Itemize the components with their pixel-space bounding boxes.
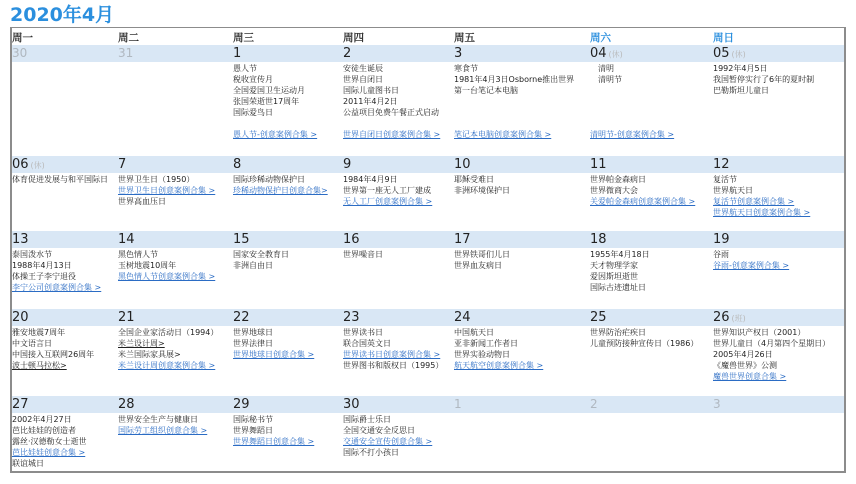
- day-number-text: 05: [713, 46, 730, 61]
- weekday-header: 周二: [118, 32, 139, 44]
- event-text: 1992年4月5日: [713, 64, 768, 73]
- event-list: [590, 327, 698, 349]
- weekday-header: 周四: [343, 32, 364, 44]
- day-number-text: 1: [454, 397, 462, 411]
- day-number-text: 12: [713, 157, 730, 172]
- day-number-text: 17: [454, 232, 471, 247]
- day-number: [343, 309, 360, 326]
- event-text: 国际儿童图书日: [343, 86, 399, 95]
- day-number-text: 11: [590, 157, 607, 172]
- day-number-text: 20: [12, 310, 29, 325]
- event-text: 体育促进发展与和平国际日: [12, 175, 108, 184]
- day-number-text: 28: [118, 397, 135, 412]
- event-text: 儿童预防接种宣传日（1986）: [590, 339, 699, 348]
- event-text: 世界高血压日: [118, 197, 166, 206]
- day-number-text: 23: [343, 310, 360, 325]
- event-text: 世界铁哥们儿日: [454, 250, 510, 259]
- day-number-text: 04: [590, 46, 607, 61]
- event-text: 露丝·汉德勒女士逝世: [12, 437, 87, 446]
- event-text: 爱因斯坦逝世: [590, 272, 638, 281]
- event-text: 国际不打小孩日: [343, 448, 399, 457]
- day-number: [454, 396, 462, 413]
- event-text: 国际珍稀动物保护日: [233, 175, 305, 184]
- case-collection-link[interactable]: 世界读书日创意案例合集 >: [343, 350, 441, 359]
- week-row: [12, 309, 844, 396]
- day-cell[interactable]: [713, 231, 844, 309]
- week-row: [12, 156, 844, 231]
- day-number: [343, 156, 351, 173]
- day-number: [713, 156, 730, 173]
- event-list: [454, 249, 510, 271]
- day-cell[interactable]: [590, 231, 713, 309]
- day-number: [454, 156, 471, 173]
- day-number-text: 10: [454, 157, 471, 172]
- event-text: 1981年4月3日Osborne推出世界: [454, 75, 575, 84]
- day-number-text: 31: [118, 46, 134, 60]
- event-text: 体操王子李宁退役: [12, 272, 76, 281]
- event-text: 泰国泼水节: [12, 250, 52, 259]
- day-cell[interactable]: [118, 45, 233, 156]
- day-cell[interactable]: [454, 231, 590, 309]
- case-collection-link[interactable]: 无人工厂创意案例合集 >: [343, 197, 433, 206]
- day-cell[interactable]: [454, 156, 590, 231]
- event-list: [233, 174, 328, 196]
- event-text: 世界血友病日: [454, 261, 502, 270]
- event-text: 非洲环境保护日: [454, 186, 510, 195]
- day-cell[interactable]: [590, 45, 713, 156]
- holiday-tag: (休): [30, 161, 45, 170]
- event-list: [343, 327, 443, 371]
- event-list: [118, 249, 215, 282]
- event-text: 黑色情人节: [118, 250, 158, 259]
- event-list: [233, 327, 314, 360]
- event-text: 世界航天日: [713, 186, 753, 195]
- day-number: [590, 309, 607, 326]
- event-text: 1984年4月9日: [343, 175, 398, 184]
- day-number: [12, 45, 27, 62]
- weekday-header: 周一: [12, 32, 33, 44]
- event-list: [118, 174, 215, 207]
- day-number-text: 13: [12, 232, 29, 247]
- event-list: [343, 249, 383, 260]
- day-cell[interactable]: [713, 309, 844, 396]
- event-list: [713, 63, 814, 96]
- event-text: 国家安全教育日: [233, 250, 289, 259]
- weekday-header: 周日: [713, 32, 734, 44]
- day-cell[interactable]: [233, 156, 343, 231]
- day-cell[interactable]: [454, 45, 590, 156]
- event-text: 全国企业家活动日（1994）: [118, 328, 219, 337]
- day-cell[interactable]: [590, 156, 713, 231]
- event-text: 玉树地震10周年: [118, 261, 177, 270]
- day-cell[interactable]: [590, 309, 713, 396]
- event-link[interactable]: 波士顿马拉松>: [12, 361, 67, 370]
- spacer: [343, 118, 440, 129]
- day-number-text: 14: [118, 232, 135, 247]
- event-list: [590, 249, 650, 293]
- day-cell[interactable]: [343, 45, 454, 156]
- day-number-text: 9: [343, 157, 352, 172]
- day-number: [233, 156, 241, 173]
- weekday-header: 周五: [454, 32, 475, 44]
- holiday-tag: (休): [731, 50, 746, 59]
- weekday-header: 周六: [590, 32, 611, 44]
- day-number: [713, 231, 730, 248]
- day-cell[interactable]: [12, 396, 118, 472]
- event-text: 世界法律日: [233, 339, 273, 348]
- holiday-tag: (休): [608, 50, 623, 59]
- day-number-text: 3: [454, 46, 463, 61]
- day-cell[interactable]: [233, 396, 343, 472]
- case-collection-link[interactable]: 航天航空创意案例合集 >: [454, 361, 544, 370]
- day-cell[interactable]: [233, 309, 343, 396]
- event-list: [713, 249, 789, 271]
- day-number-text: 25: [590, 310, 607, 325]
- event-list: [118, 327, 218, 371]
- day-number-text: 26: [713, 310, 730, 325]
- event-text: 世界舞蹈日: [233, 426, 273, 435]
- event-text: 1955年4月18日: [590, 250, 650, 259]
- event-list: [118, 414, 207, 436]
- day-number: [233, 45, 241, 62]
- event-text: 米兰国际家具展>: [118, 350, 181, 359]
- event-text: 耶稣受难日: [454, 175, 494, 184]
- day-number: [590, 231, 607, 248]
- case-collection-link[interactable]: 世界卫生日创意案例合集 >: [118, 186, 216, 195]
- day-number: [118, 396, 135, 413]
- day-cell[interactable]: [343, 396, 454, 472]
- day-cell[interactable]: [713, 396, 844, 472]
- event-text: 世界读书日: [343, 328, 383, 337]
- day-number-text: 30: [343, 397, 360, 412]
- day-number: [590, 156, 607, 173]
- event-text: 非洲自由日: [233, 261, 273, 270]
- event-list: [12, 327, 94, 371]
- day-number: [454, 45, 462, 62]
- weekday-header: 周三: [233, 32, 254, 44]
- day-cell[interactable]: [12, 231, 118, 309]
- spacer: [590, 85, 674, 96]
- day-cell[interactable]: [713, 156, 844, 231]
- case-collection-link[interactable]: 复活节创意案例合集 >: [713, 197, 795, 206]
- case-collection-link[interactable]: 愚人节-创意案例合集 >: [233, 130, 318, 139]
- day-number: [343, 231, 360, 248]
- event-text: 国际秘书节: [233, 415, 273, 424]
- event-text: 国际古迹遗址日: [590, 283, 646, 292]
- event-text: 亚非新闻工作者日: [454, 339, 518, 348]
- event-text: 世界防治疟疾日: [590, 328, 646, 337]
- spacer: [454, 118, 574, 129]
- spacer: [454, 96, 574, 107]
- event-text: 谷雨: [713, 250, 729, 259]
- case-collection-link[interactable]: 国际劳工组织创意合集 >: [118, 426, 208, 435]
- event-text: 税收宣传月: [233, 75, 273, 84]
- event-list: [343, 414, 432, 458]
- event-text: 清明: [598, 64, 614, 73]
- calendar-grid: [10, 27, 846, 473]
- event-text: 全国爱国卫生运动月: [233, 86, 305, 95]
- day-cell[interactable]: [12, 309, 118, 396]
- event-text: 中文语言日: [12, 339, 52, 348]
- day-number: [233, 396, 250, 413]
- event-text: 安徒生诞辰: [343, 64, 383, 73]
- day-cell[interactable]: [343, 309, 454, 396]
- event-list: [12, 249, 101, 293]
- event-text: 国际爱鸟日: [233, 108, 273, 117]
- day-number: [590, 45, 623, 62]
- day-cell[interactable]: [454, 396, 590, 472]
- day-number: [454, 231, 471, 248]
- case-collection-link[interactable]: 交通安全宣传创意合集 >: [343, 437, 433, 446]
- spacer: [454, 107, 574, 118]
- day-cell[interactable]: [713, 45, 844, 156]
- event-text: 1988年4月13日: [12, 261, 72, 270]
- day-number-text: 06: [12, 157, 29, 172]
- spacer: [590, 107, 674, 118]
- day-cell[interactable]: [118, 231, 233, 309]
- event-text: 芭比娃娃的创造者: [12, 426, 76, 435]
- week-row: [12, 396, 844, 472]
- holiday-tag: (班): [731, 314, 746, 323]
- day-number-text: 1: [233, 46, 242, 61]
- day-cell[interactable]: [343, 231, 454, 309]
- event-text: 天才物理学家: [590, 261, 638, 270]
- event-text: 《魔兽世界》公测: [713, 361, 777, 370]
- event-text: 世界儿童日（4月第四个星期日）: [713, 339, 831, 348]
- day-cell[interactable]: [590, 396, 713, 472]
- event-list: [12, 174, 108, 185]
- day-number-text: 22: [233, 310, 250, 325]
- case-collection-link[interactable]: 世界地球日创意合集 >: [233, 350, 315, 359]
- event-text: 复活节: [713, 175, 737, 184]
- event-text: 寒食节: [454, 64, 478, 73]
- case-collection-link[interactable]: 清明节-创意案例合集 >: [590, 130, 675, 139]
- week-row: [12, 231, 844, 309]
- case-collection-link[interactable]: 世界航天日创意案例合集 >: [713, 208, 811, 217]
- spacer: [590, 96, 674, 107]
- day-cell[interactable]: [233, 45, 343, 156]
- event-list: [713, 174, 810, 218]
- event-text: 世界安全生产与健康日: [118, 415, 198, 424]
- event-list: [590, 174, 695, 207]
- event-link[interactable]: 米兰设计周>: [118, 339, 165, 348]
- event-text: 世界地球日: [233, 328, 273, 337]
- event-list: [12, 414, 87, 469]
- case-collection-link[interactable]: 米兰设计周创意案例合集 >: [118, 361, 216, 370]
- day-number-text: 3: [713, 397, 721, 411]
- day-cell[interactable]: [343, 156, 454, 231]
- event-text: 清明节: [598, 75, 622, 84]
- day-cell[interactable]: [118, 156, 233, 231]
- event-text: 中国航天日: [454, 328, 494, 337]
- day-number: [118, 45, 133, 62]
- event-text: 2011年4月2日: [343, 97, 398, 106]
- event-list: [454, 63, 574, 140]
- spacer: [233, 118, 317, 129]
- event-text: 公益项目免费午餐正式启动: [343, 108, 439, 117]
- day-number: [713, 396, 721, 413]
- day-cell[interactable]: [233, 231, 343, 309]
- event-list: [343, 174, 432, 207]
- day-number-text: 8: [233, 157, 242, 172]
- event-text: 世界自闭日: [343, 75, 383, 84]
- day-cell[interactable]: [12, 45, 118, 156]
- event-text: 2005年4月26日: [713, 350, 773, 359]
- event-text: 2002年4月27日: [12, 415, 72, 424]
- day-number-text: 16: [343, 232, 360, 247]
- event-text: 愚人节: [233, 64, 257, 73]
- event-list: [454, 327, 543, 371]
- day-cell[interactable]: [118, 396, 233, 472]
- event-text: 世界微商大会: [590, 186, 638, 195]
- event-text: 联合国英文日: [343, 339, 391, 348]
- day-number: [454, 309, 471, 326]
- day-number-text: 2: [343, 46, 352, 61]
- event-text: 我国暂停实行了6年的夏时制: [713, 75, 815, 84]
- case-collection-link[interactable]: 世界舞蹈日创意合集 >: [233, 437, 315, 446]
- event-text: 中国接入互联网26周年: [12, 350, 95, 359]
- day-cell[interactable]: [12, 156, 118, 231]
- case-collection-link[interactable]: 珍稀动物保护日创意合集>: [233, 186, 328, 195]
- day-number: [343, 396, 360, 413]
- event-text: 世界噪音日: [343, 250, 383, 259]
- event-list: [713, 327, 830, 382]
- event-text: 世界知识产权日（2001）: [713, 328, 806, 337]
- day-number-text: 24: [454, 310, 471, 325]
- day-number: [12, 231, 29, 248]
- event-text: 联谊城日: [12, 459, 44, 468]
- event-text: 国际爵士乐日: [343, 415, 391, 424]
- case-collection-link[interactable]: 黑色情人节创意案例合集 >: [118, 272, 216, 281]
- event-text: 世界卫生日（1950）: [118, 175, 195, 184]
- event-text: 世界实验动物日: [454, 350, 510, 359]
- day-number: [233, 309, 250, 326]
- day-number: [713, 309, 746, 326]
- week-row: [12, 45, 844, 156]
- event-list: [233, 63, 317, 140]
- day-number-text: 30: [12, 46, 28, 60]
- case-collection-link[interactable]: 芭比娃娃创意合集 >: [12, 448, 86, 457]
- day-number-text: 7: [118, 157, 127, 172]
- event-text: 世界图书和版权日（1995）: [343, 361, 444, 370]
- day-number-text: 18: [590, 232, 607, 247]
- case-collection-link[interactable]: 魔兽世界创意合集 >: [713, 372, 787, 381]
- event-text: 全国交通安全反思日: [343, 426, 415, 435]
- day-number: [343, 45, 351, 62]
- day-number: [118, 309, 135, 326]
- day-number: [118, 156, 126, 173]
- day-cell[interactable]: [454, 309, 590, 396]
- event-list: [590, 63, 674, 140]
- day-number: [590, 396, 598, 413]
- event-list: [454, 174, 510, 196]
- day-number-text: 21: [118, 310, 135, 325]
- case-collection-link[interactable]: 李宁公司创意案例合集 >: [12, 283, 102, 292]
- day-number: [233, 231, 250, 248]
- case-collection-link[interactable]: 世界自闭日创意案例合集 >: [343, 130, 441, 139]
- event-text: 巴勒斯坦儿童日: [713, 86, 769, 95]
- event-list: [233, 414, 314, 447]
- case-collection-link[interactable]: 关爱帕金森病创意案例合集 >: [590, 197, 696, 206]
- event-text: 世界第一座无人工厂建成: [343, 186, 431, 195]
- day-number-text: 2: [590, 397, 598, 411]
- day-number-text: 19: [713, 232, 730, 247]
- case-collection-link[interactable]: 笔记本电脑创意案例合集 >: [454, 130, 552, 139]
- case-collection-link[interactable]: 谷雨-创意案例合集 >: [713, 261, 790, 270]
- event-list: [233, 249, 289, 271]
- day-number-text: 15: [233, 232, 250, 247]
- day-cell[interactable]: [118, 309, 233, 396]
- day-number: [118, 231, 135, 248]
- event-list: [343, 63, 440, 140]
- day-number: [713, 45, 746, 62]
- day-number-text: 29: [233, 397, 250, 412]
- day-number-text: 27: [12, 397, 29, 412]
- day-number: [12, 396, 29, 413]
- month-title: 2020年4月: [10, 4, 115, 26]
- event-text: 第一台笔记本电脑: [454, 86, 518, 95]
- day-number: [12, 309, 29, 326]
- event-text: 雅安地震7周年: [12, 328, 66, 337]
- spacer: [590, 118, 674, 129]
- event-text: 世界帕金森病日: [590, 175, 646, 184]
- day-number: [12, 156, 45, 173]
- event-text: 张国荣逝世17周年: [233, 97, 300, 106]
